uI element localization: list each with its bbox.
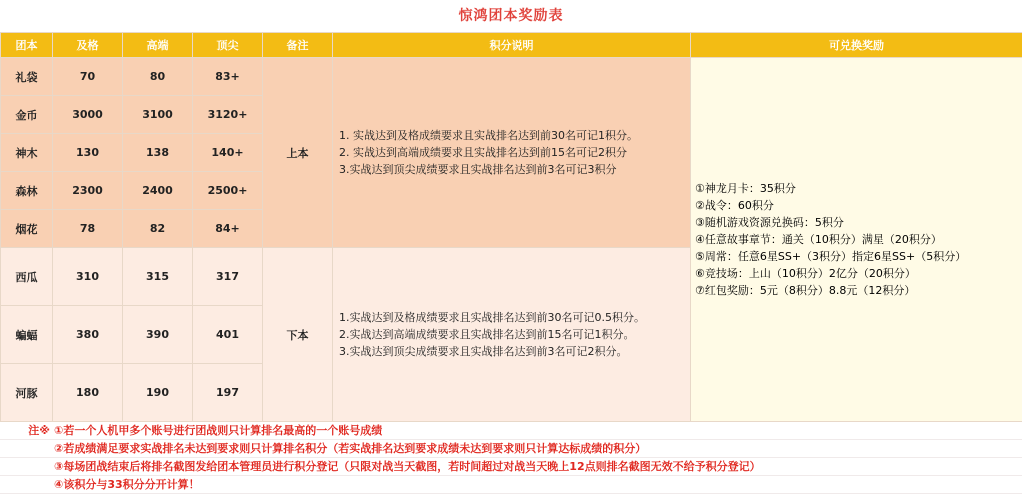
note-text: ①若一个人机甲多个账号进行团战则只计算排名最高的一个账号成绩 bbox=[54, 422, 1022, 439]
high-value: 2400 bbox=[123, 172, 193, 210]
top-value: 197 bbox=[193, 364, 263, 422]
points-desc-line: 1.实战达到及格成绩要求且实战排名达到前30名可记0.5积分。 bbox=[339, 309, 690, 326]
note-text: ②若成绩满足要求实战排名未达到要求则只计算排名积分（若实战排名达到要求成绩未达到要求则只计算达标成绩的积分） bbox=[54, 440, 1022, 457]
top-value: 83+ bbox=[193, 58, 263, 96]
note-row bbox=[0, 422, 1022, 440]
table-row bbox=[1, 58, 1022, 96]
top-value: 317 bbox=[193, 248, 263, 306]
note-tag-spacer bbox=[0, 476, 54, 493]
points-desc-lower bbox=[333, 248, 691, 422]
remark-lower: 下本 bbox=[263, 248, 333, 422]
pass-value: 2300 bbox=[53, 172, 123, 210]
note-row bbox=[0, 476, 1022, 494]
top-value: 2500+ bbox=[193, 172, 263, 210]
reward-table bbox=[0, 32, 1022, 422]
high-value: 138 bbox=[123, 134, 193, 172]
pass-value: 180 bbox=[53, 364, 123, 422]
note-tag-spacer bbox=[0, 458, 54, 475]
pass-value: 70 bbox=[53, 58, 123, 96]
pass-value: 78 bbox=[53, 210, 123, 248]
reward-item: ②战令：60积分 bbox=[695, 197, 1022, 214]
points-desc-line: 1. 实战达到及格成绩要求且实战排名达到前30名可记1积分。 bbox=[339, 127, 690, 144]
points-desc-upper bbox=[333, 58, 691, 248]
dungeon-name: 森林 bbox=[1, 172, 53, 210]
reward-item: ④任意故事章节：通关（10积分）满星（20积分） bbox=[695, 231, 1022, 248]
header-remark: 备注 bbox=[263, 33, 333, 58]
header-rewards: 可兑换奖励 bbox=[691, 33, 1022, 58]
high-value: 3100 bbox=[123, 96, 193, 134]
page-title: 惊鸿团本奖励表 bbox=[0, 0, 1022, 32]
high-value: 82 bbox=[123, 210, 193, 248]
dungeon-name: 西瓜 bbox=[1, 248, 53, 306]
note-text: ③每场团战结束后将排名截图发给团本管理员进行积分登记（只限对战当天截图，若时间超过对战当天晚上12点则排名截图无效不给予积分登记） bbox=[54, 458, 1022, 475]
dungeon-name: 河豚 bbox=[1, 364, 53, 422]
points-desc-line: 2. 实战达到高端成绩要求且实战排名达到前15名可记2积分 bbox=[339, 144, 690, 161]
reward-item: ⑥竞技场：上山（10积分）2亿分（20积分） bbox=[695, 265, 1022, 282]
points-desc-line: 2.实战达到高端成绩要求且实战排名达到前15名可记1积分。 bbox=[339, 326, 690, 343]
pass-value: 130 bbox=[53, 134, 123, 172]
dungeon-name: 神木 bbox=[1, 134, 53, 172]
high-value: 80 bbox=[123, 58, 193, 96]
pass-value: 380 bbox=[53, 306, 123, 364]
points-desc-line: 3.实战达到顶尖成绩要求且实战排名达到前3名可记2积分。 bbox=[339, 343, 690, 360]
note-row bbox=[0, 458, 1022, 476]
points-desc-line: 3.实战达到顶尖成绩要求且实战排名达到前3名可记3积分 bbox=[339, 161, 690, 178]
header-high: 高端 bbox=[123, 33, 193, 58]
dungeon-name: 礼袋 bbox=[1, 58, 53, 96]
dungeon-name: 金币 bbox=[1, 96, 53, 134]
header-row bbox=[1, 33, 1022, 58]
reward-item: ①神龙月卡：35积分 bbox=[695, 180, 1022, 197]
header-pass: 及格 bbox=[53, 33, 123, 58]
dungeon-name: 烟花 bbox=[1, 210, 53, 248]
header-top: 顶尖 bbox=[193, 33, 263, 58]
top-value: 84+ bbox=[193, 210, 263, 248]
note-row bbox=[0, 440, 1022, 458]
header-points: 积分说明 bbox=[333, 33, 691, 58]
high-value: 190 bbox=[123, 364, 193, 422]
header-dungeon: 团本 bbox=[1, 33, 53, 58]
pass-value: 3000 bbox=[53, 96, 123, 134]
reward-item: ⑦红包奖励：5元（8积分）8.8元（12积分） bbox=[695, 282, 1022, 299]
dungeon-name: 蝙蝠 bbox=[1, 306, 53, 364]
high-value: 315 bbox=[123, 248, 193, 306]
rewards-list bbox=[691, 58, 1022, 422]
reward-item: ⑤周常：任意6星SS+（3积分）指定6星SS+（5积分） bbox=[695, 248, 1022, 265]
note-tag: 注※ bbox=[0, 422, 54, 439]
reward-item: ③随机游戏资源兑换码：5积分 bbox=[695, 214, 1022, 231]
notes-section bbox=[0, 422, 1022, 494]
note-tag-spacer bbox=[0, 440, 54, 457]
top-value: 140+ bbox=[193, 134, 263, 172]
pass-value: 310 bbox=[53, 248, 123, 306]
remark-upper: 上本 bbox=[263, 58, 333, 248]
top-value: 401 bbox=[193, 306, 263, 364]
top-value: 3120+ bbox=[193, 96, 263, 134]
high-value: 390 bbox=[123, 306, 193, 364]
note-text: ④该积分与33积分分开计算！ bbox=[54, 476, 1022, 493]
